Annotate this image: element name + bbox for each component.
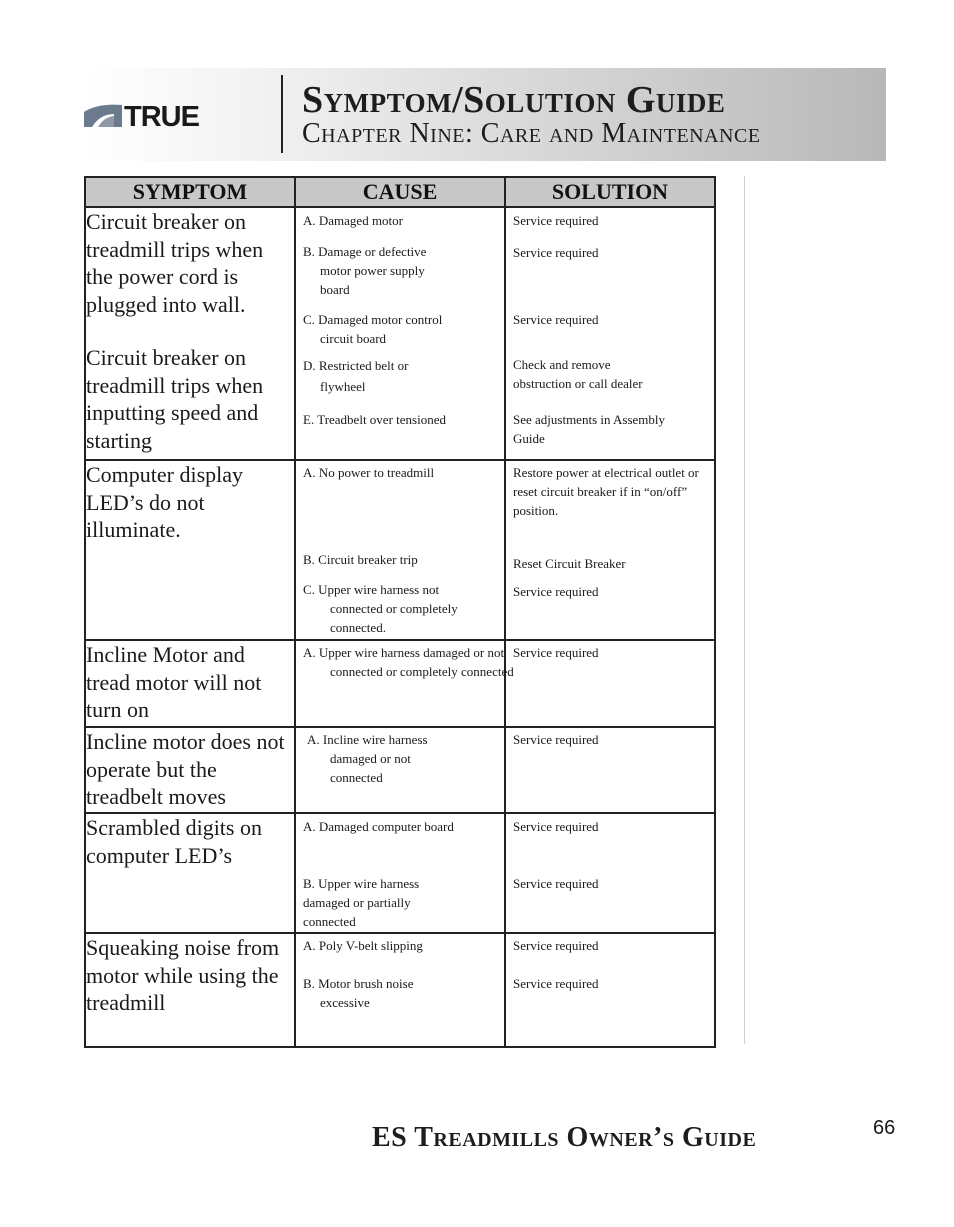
symptom-cell — [85, 933, 295, 1047]
solution-item: Service required — [513, 732, 599, 747]
true-logo — [84, 103, 254, 127]
column-header-cause: CAUSE — [295, 177, 505, 207]
symptom-text: Circuit breaker on treadmill trips when inputting speed and starting — [86, 345, 264, 453]
cause-item: A. Poly V-belt slipping — [303, 938, 423, 953]
cause-item: C. Damaged motor control circuit board — [303, 312, 443, 346]
true-logo-mark — [84, 103, 254, 127]
solution-item: Service required — [513, 312, 599, 327]
margin-rule — [744, 176, 745, 1044]
symptom-text: Circuit breaker on treadmill trips when the power cord is plugged into wall. — [86, 209, 264, 317]
solution-item: Reset Circuit Breaker — [513, 556, 626, 571]
cause-item: B. Damage or defective motor power supply board — [303, 244, 427, 297]
column-header-symptom: SYMPTOM — [85, 177, 295, 207]
footer-title: ES Treadmills Owner’s Guide — [372, 1122, 757, 1153]
solution-cell — [505, 460, 715, 640]
table-row — [85, 460, 715, 640]
symptom-text: Squeaking noise from motor while using the treadmill — [86, 935, 280, 1015]
cause-item: A. Upper wire harness damaged or not connected or completely connected — [303, 645, 514, 679]
cause-item: D. Restricted belt or flywheel — [303, 358, 409, 394]
cause-item: B. Upper wire harness damaged or partially connected — [303, 876, 420, 929]
solution-cell — [505, 813, 715, 933]
cause-cell — [295, 207, 505, 460]
cause-cell — [295, 933, 505, 1047]
solution-cell — [505, 640, 715, 727]
solution-item: Service required — [513, 213, 599, 228]
logo-text: TRUE — [124, 103, 199, 127]
cause-item: A. Damaged motor — [303, 213, 404, 228]
symptom-cell — [85, 460, 295, 640]
table-row — [85, 727, 715, 813]
cause-item: A. Incline wire harness damaged or not connected — [307, 732, 428, 785]
cause-cell — [295, 640, 514, 727]
solution-cell — [505, 727, 715, 813]
table-row — [85, 207, 715, 460]
cause-item: B. Motor brush noise excessive — [303, 976, 414, 1010]
solution-item: Service required — [513, 245, 599, 260]
solution-cell — [505, 933, 715, 1047]
solution-item: Service required — [513, 938, 599, 953]
solution-item: See adjustments in Assembly Guide — [513, 412, 666, 446]
cause-item: C. Upper wire harness not connected or completely connected. — [303, 582, 458, 635]
solution-item: Restore power at electrical outlet or reset circuit breaker if in “on/off” position. — [513, 465, 699, 518]
cause-cell — [295, 813, 505, 933]
solution-item: Service required — [513, 584, 599, 599]
table-row — [85, 640, 715, 727]
solution-item: Service required — [513, 645, 599, 660]
header-divider — [281, 75, 283, 153]
symptom-cell — [85, 727, 295, 813]
column-header-solution: SOLUTION — [505, 177, 715, 207]
page-number: 66 — [873, 1117, 896, 1139]
cause-item: B. Circuit breaker trip — [303, 552, 418, 567]
solution-cell — [505, 207, 715, 460]
cause-cell — [295, 460, 505, 640]
chapter-subtitle: Chapter Nine: Care and Maintenance — [302, 118, 761, 149]
symptom-cell — [85, 813, 295, 933]
symptom-text: Scrambled digits on computer LED’s — [86, 815, 262, 868]
table-row — [85, 933, 715, 1047]
table-header-row — [85, 177, 715, 207]
solution-item: Service required — [513, 976, 599, 991]
symptom-solution-table — [84, 176, 716, 1048]
symptom-cell — [85, 640, 295, 727]
solution-item: Service required — [513, 876, 599, 891]
table-row — [85, 813, 715, 933]
page-title: Symptom/Solution Guide — [302, 79, 726, 121]
cause-item: E. Treadbelt over tensioned — [303, 412, 446, 427]
symptom-text: Incline Motor and tread motor will not turn on — [86, 642, 262, 722]
solution-item: Check and remove obstruction or call dealer — [513, 357, 643, 391]
cause-item: A. No power to treadmill — [303, 465, 435, 480]
cause-cell — [295, 727, 505, 813]
symptom-text: Computer display LED’s do not illuminate. — [86, 462, 244, 542]
symptom-cell — [85, 207, 295, 460]
cause-item: A. Damaged computer board — [303, 819, 454, 834]
solution-item: Service required — [513, 819, 599, 834]
symptom-text: Incline motor does not operate but the treadbelt moves — [86, 729, 285, 809]
